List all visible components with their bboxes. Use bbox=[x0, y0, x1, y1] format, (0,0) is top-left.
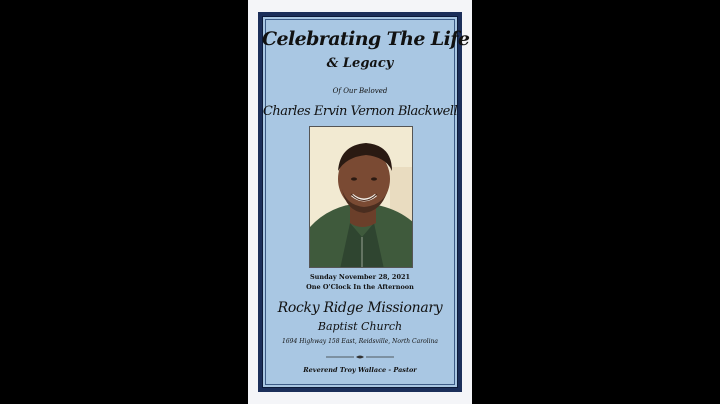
service-date: Sunday November 28, 2021 bbox=[309, 273, 411, 281]
portrait-photo bbox=[309, 126, 413, 268]
ornament-divider-icon bbox=[326, 354, 394, 360]
pastor-line: Reverend Troy Wallace - Pastor bbox=[303, 366, 417, 374]
church-address: 1694 Highway 158 East, Reidsville, North Carolina bbox=[282, 338, 438, 345]
deceased-name: Charles Ervin Vernon Blackwell bbox=[262, 104, 458, 119]
church-name-line1: Rocky Ridge Missionary bbox=[277, 300, 443, 316]
beloved-label: Of Our Beloved bbox=[332, 87, 388, 95]
program-subtitle: & Legacy bbox=[326, 56, 394, 71]
program-title: Celebrating The Life bbox=[262, 28, 470, 50]
church-name-line2: Baptist Church bbox=[317, 320, 403, 333]
service-time: One O'Clock In the Afternoon bbox=[306, 283, 414, 291]
